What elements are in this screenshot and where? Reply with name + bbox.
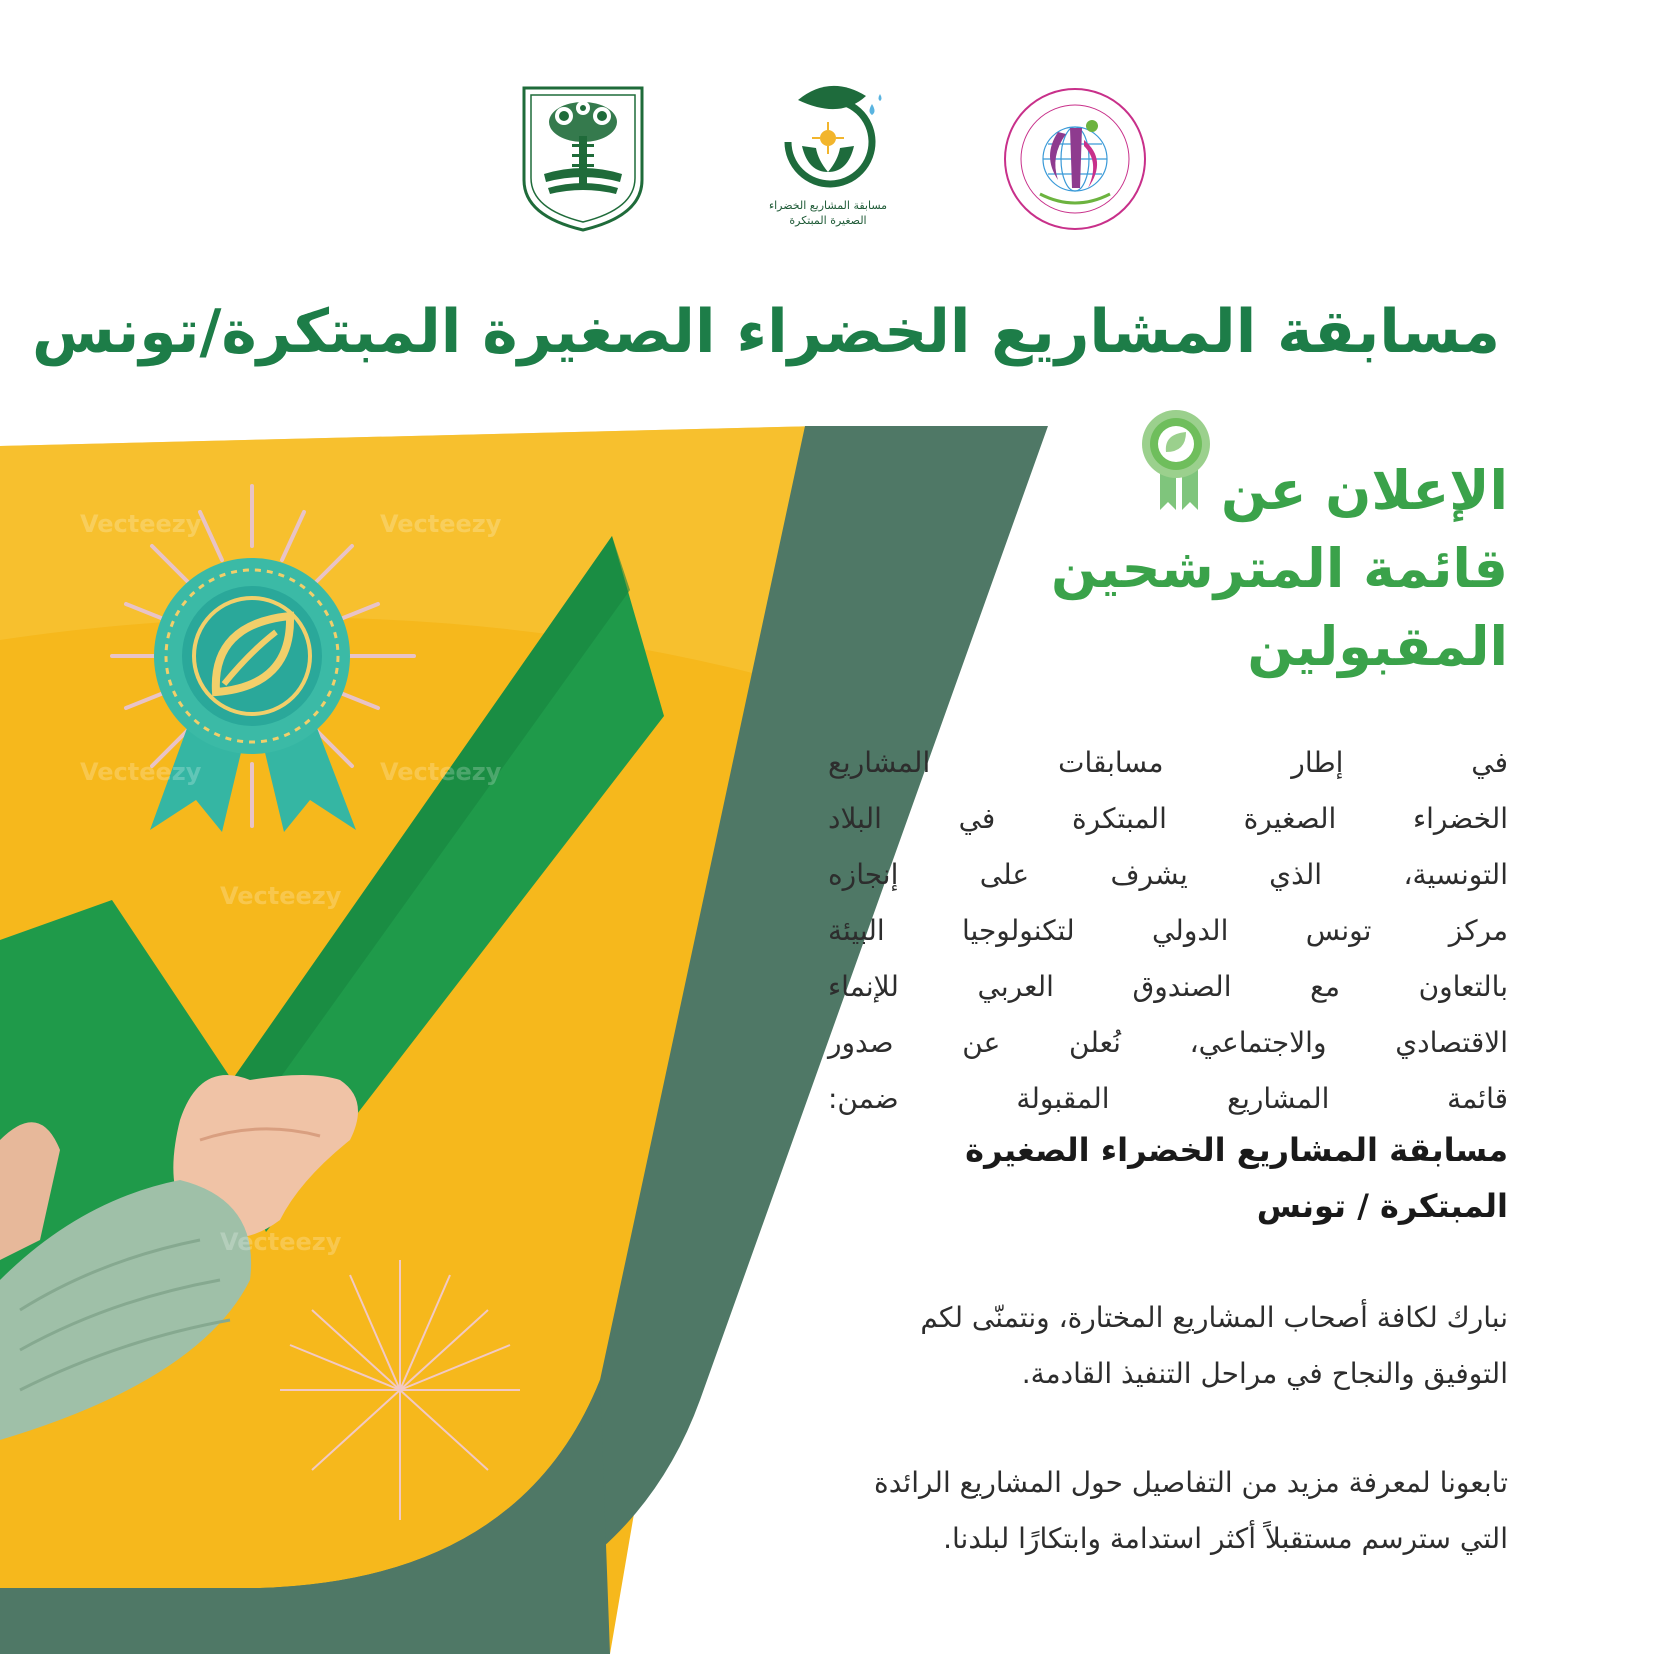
arab-fund-emblem-icon xyxy=(520,84,646,234)
intro-line: الاقتصادي والاجتماعي، نُعلن عن صدور xyxy=(828,1026,1508,1059)
heading-line2: قائمة المترشحين xyxy=(1051,537,1508,600)
svg-text:Vecteezy: Vecteezy xyxy=(80,758,202,786)
leaf-hands-icon xyxy=(768,80,888,198)
competition-name-line: مسابقة المشاريع الخضراء الصغيرة xyxy=(965,1131,1508,1169)
congrats-paragraph xyxy=(678,1290,1508,1402)
heading-line1: الإعلان عن xyxy=(1221,459,1508,522)
intro-paragraph xyxy=(828,735,1508,1127)
svg-text:Vecteezy: Vecteezy xyxy=(220,1228,342,1256)
intro-line: قائمة المشاريع المقبولة ضمن: xyxy=(828,1082,1508,1115)
logo-caption-line2: الصغيرة المبتكرة xyxy=(789,214,867,227)
congrats-line: نبارك لكافة أصحاب المشاريع المختارة، ونتمنّى لكم xyxy=(920,1301,1508,1334)
heading-line3: المقبولين xyxy=(1247,615,1508,678)
intro-line: التونسية، الذي يشرف على إنجازه xyxy=(828,858,1508,891)
competition-logo xyxy=(768,80,888,250)
follow-line: تابعونا لمعرفة مزيد من التفاصيل حول المشاريع الرائدة xyxy=(874,1466,1508,1499)
svg-text:Vecteezy: Vecteezy xyxy=(380,510,502,538)
logos-row xyxy=(0,80,1654,270)
follow-paragraph xyxy=(628,1455,1508,1567)
svg-text:Vecteezy: Vecteezy xyxy=(220,882,342,910)
intro-line: مركز تونس الدولي لتكنولوجيا البيئة xyxy=(828,914,1508,947)
competition-name xyxy=(908,1122,1508,1234)
follow-line: التي سترسم مستقبلاً أكثر استدامة وابتكارًا لبلدنا. xyxy=(943,1522,1508,1555)
main-title: مسابقة المشاريع الخضراء الصغيرة المبتكرة/تونس xyxy=(31,297,1500,367)
congrats-line: التوفيق والنجاح في مراحل التنفيذ القادمة. xyxy=(1021,1357,1508,1390)
announcement-heading xyxy=(1048,452,1508,686)
svg-text:Vecteezy: Vecteezy xyxy=(80,510,202,538)
logo-caption-line1: مسابقة المشاريع الخضراء xyxy=(768,199,888,212)
competition-name-line: المبتكرة / تونس xyxy=(1256,1187,1508,1225)
svg-text:Vecteezy: Vecteezy xyxy=(380,758,502,786)
intro-line: بالتعاون مع الصندوق العربي للإنماء xyxy=(828,970,1508,1003)
intro-line: الخضراء الصغيرة المبتكرة في البلاد xyxy=(828,802,1508,835)
competition-logo-caption xyxy=(768,198,888,228)
intro-line: في إطار مسابقات المشاريع xyxy=(828,746,1508,779)
citet-circular-icon xyxy=(1000,84,1150,234)
